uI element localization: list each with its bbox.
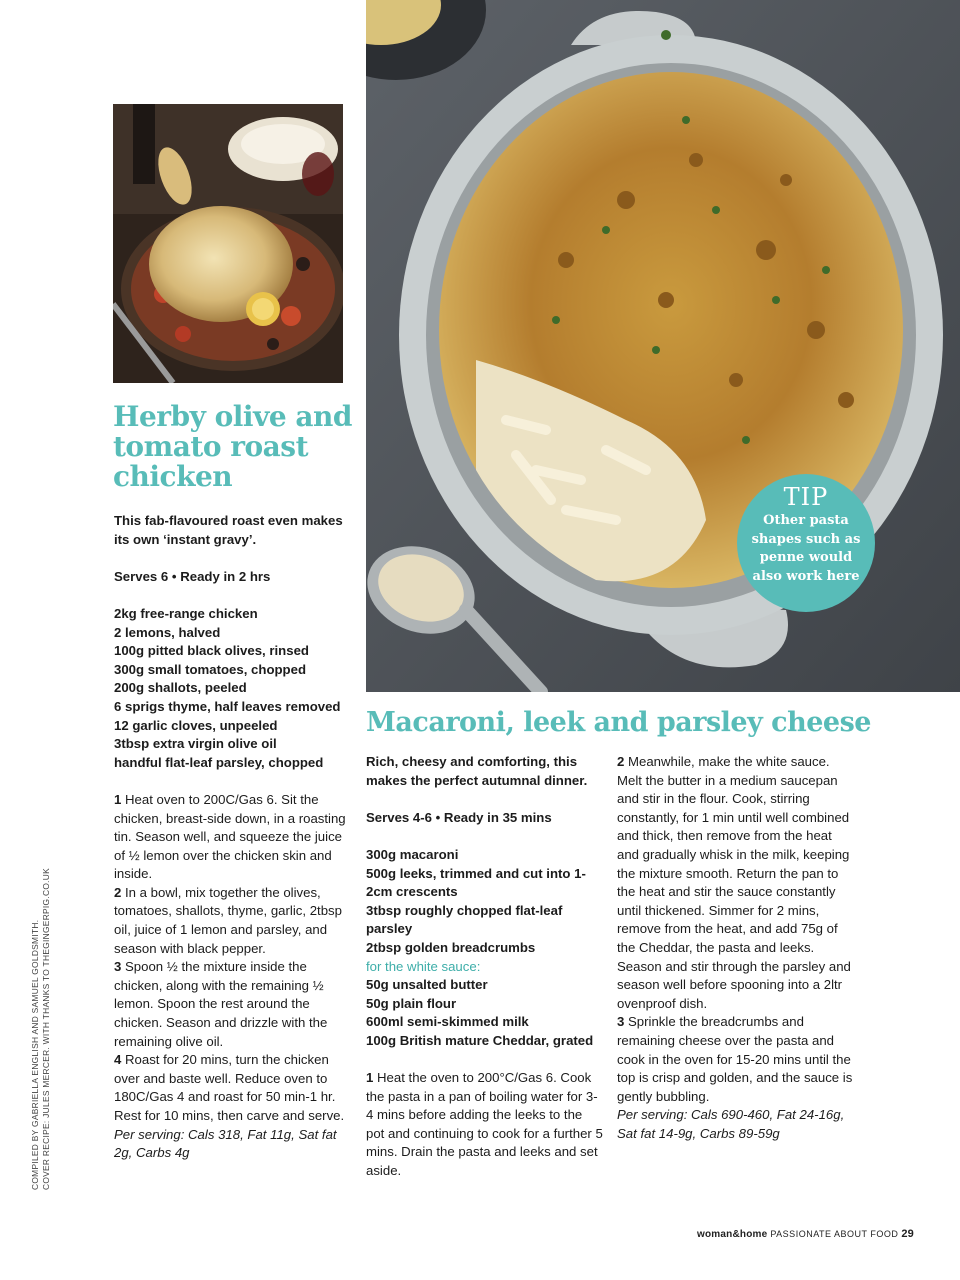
- step-text: Heat oven to 200C/Gas 6. Sit the chicken, breast-side down, in a roasting tin. Season well, and squeeze the juice of ½ lemon over the chicken skin and inside.: [114, 791, 346, 882]
- step-number: 1: [366, 1070, 374, 1086]
- macaroni-serves: Serves 4-6 • Ready in 35 mins: [366, 809, 552, 825]
- step-text: In a bowl, mix together the olives, tomatoes, shallots, thyme, garlic, 2tbsp oil, juice of 1 lemon and parsley, and season with black pepper.: [114, 884, 342, 956]
- ingredient-item: 100g pitted black olives, rinsed: [114, 643, 309, 659]
- credit-line: COVER RECIPE: JULES MERCER. WITH THANKS TO THEGINGERPIG.CO.UK: [41, 867, 51, 1190]
- ingredient-item: 12 garlic cloves, unpeeled: [114, 717, 278, 733]
- ingredient-item: 50g plain flour: [366, 995, 457, 1011]
- ingredient-item: 500g leeks, trimmed and cut into 1-2cm crescents: [366, 865, 586, 900]
- ingredient-item: 2 lemons, halved: [114, 624, 221, 640]
- step-text: Meanwhile, make the white sauce. Melt the butter in a medium saucepan and stir in the flour. Cook, stirring constantly, for 1 min until well combined and thick, then remove from the heat and gradually whisk in the milk, keeping the mixture smooth. Return the pan to the heat and stir the sauce constantly until thickened. Simmer for 2 mins, remove from the heat, and add 75g of the Cheddar, the pasta and leeks. Season and stir through the parsley and season well before spooning into a 2ltr ovenproof dish.: [617, 754, 851, 1011]
- step-text: Heat the oven to 200°C/Gas 6. Cook the pasta in a pan of boiling water for 3-4 mins before adding the leeks to the pot and continuing to cook for a further 5 mins. Drain the pasta and leeks and set aside.: [366, 1070, 603, 1179]
- method-step: [114, 791, 350, 884]
- magazine-brand: woman&home: [697, 1229, 768, 1240]
- step-text: Roast for 20 mins, turn the chicken over and baste well. Reduce oven to 180C/Gas 4 and roast for 50 min-1 hr. Rest for 10 mins, then carve and serve.: [114, 1052, 345, 1123]
- photo-credits: [30, 860, 52, 1190]
- macaroni-nutrition: Per serving: Cals 690-460, Fat 24-16g, Sat fat 14-9g, Carbs 89-59g: [617, 1107, 845, 1141]
- step-text: Spoon ½ the mixture inside the chicken, along with the remaining ½ lemon. Spoon the rest around the chicken. Season and drizzle with the remaining olive oil.: [114, 959, 328, 1049]
- ingredient-item: 100g British mature Cheddar, grated: [366, 1032, 594, 1048]
- chicken-intro: This fab-flavoured roast even makes its own ‘instant gravy’.: [114, 513, 343, 547]
- tip-title: TIP: [783, 483, 829, 511]
- sauce-subheading: for the white sauce:: [366, 958, 481, 974]
- macaroni-ingredients-list: [366, 846, 604, 1051]
- chicken-method: [114, 791, 350, 1126]
- macaroni-intro: Rich, cheesy and comforting, this makes the perfect autumnal dinner.: [366, 754, 588, 788]
- ingredient-item: 3tbsp extra virgin olive oil: [114, 736, 277, 752]
- method-step: [114, 884, 350, 958]
- ingredient-item: 300g small tomatoes, chopped: [114, 661, 307, 677]
- ingredient-item: 50g unsalted butter: [366, 977, 488, 993]
- section-tagline: PASSIONATE ABOUT FOOD: [770, 1229, 899, 1239]
- ingredient-item: 600ml semi-skimmed milk: [366, 1014, 529, 1030]
- step-number: 2: [617, 754, 625, 769]
- method-step: [114, 958, 350, 1051]
- ingredient-item: 2kg free-range chicken: [114, 605, 258, 621]
- macaroni-recipe-column-right: [617, 753, 855, 1143]
- step-number: 3: [114, 959, 122, 975]
- roast-chicken-photo: [113, 104, 343, 383]
- ingredient-item: handful flat-leaf parsley, chopped: [114, 754, 324, 770]
- credit-line: COMPILED BY GABRIELLA ENGLISH AND SAMUEL GOLDSMITH.: [30, 919, 40, 1190]
- ingredient-item: 6 sprigs thyme, half leaves removed: [114, 698, 341, 714]
- step-number: 2: [114, 884, 122, 900]
- method-step: [617, 1013, 855, 1106]
- chicken-recipe-title: Herby olive and tomato roast chicken: [113, 400, 352, 493]
- chicken-ingredients-list: [114, 605, 350, 772]
- ingredient-item: 2tbsp golden breadcrumbs: [366, 939, 536, 955]
- macaroni-cheese-photo: [366, 0, 960, 692]
- ingredient-item: 300g macaroni: [366, 846, 459, 862]
- method-step: [366, 1069, 604, 1181]
- step-number: 3: [617, 1014, 625, 1030]
- ingredient-item: 3tbsp roughly chopped flat-leaf parsley: [366, 902, 563, 937]
- step-text: Sprinkle the breadcrumbs and remaining cheese over the pasta and cook in the oven for 15-20 mins until the top is crisp and golden, and the sauce is gently bubbling.: [617, 1014, 853, 1104]
- page-number: 29: [901, 1228, 914, 1240]
- step-number: 4: [114, 1052, 122, 1068]
- chicken-serves: Serves 6 • Ready in 2 hrs: [114, 568, 271, 584]
- ingredient-item: 200g shallots, peeled: [114, 680, 247, 696]
- tip-callout: [737, 474, 875, 612]
- macaroni-recipe-title: Macaroni, leek and parsley cheese: [366, 707, 871, 738]
- chicken-recipe-column: [114, 512, 350, 1163]
- method-step: [617, 753, 855, 1013]
- chicken-nutrition: Per serving: Cals 318, Fat 11g, Sat fat 2g, Carbs 4g: [114, 1126, 337, 1161]
- tip-text: Other pasta shapes such as penne would also work here: [751, 513, 861, 584]
- macaroni-recipe-column-left: [366, 753, 604, 1181]
- page-footer: [697, 1228, 914, 1240]
- step-number: 1: [114, 791, 122, 807]
- method-step: [114, 1051, 350, 1125]
